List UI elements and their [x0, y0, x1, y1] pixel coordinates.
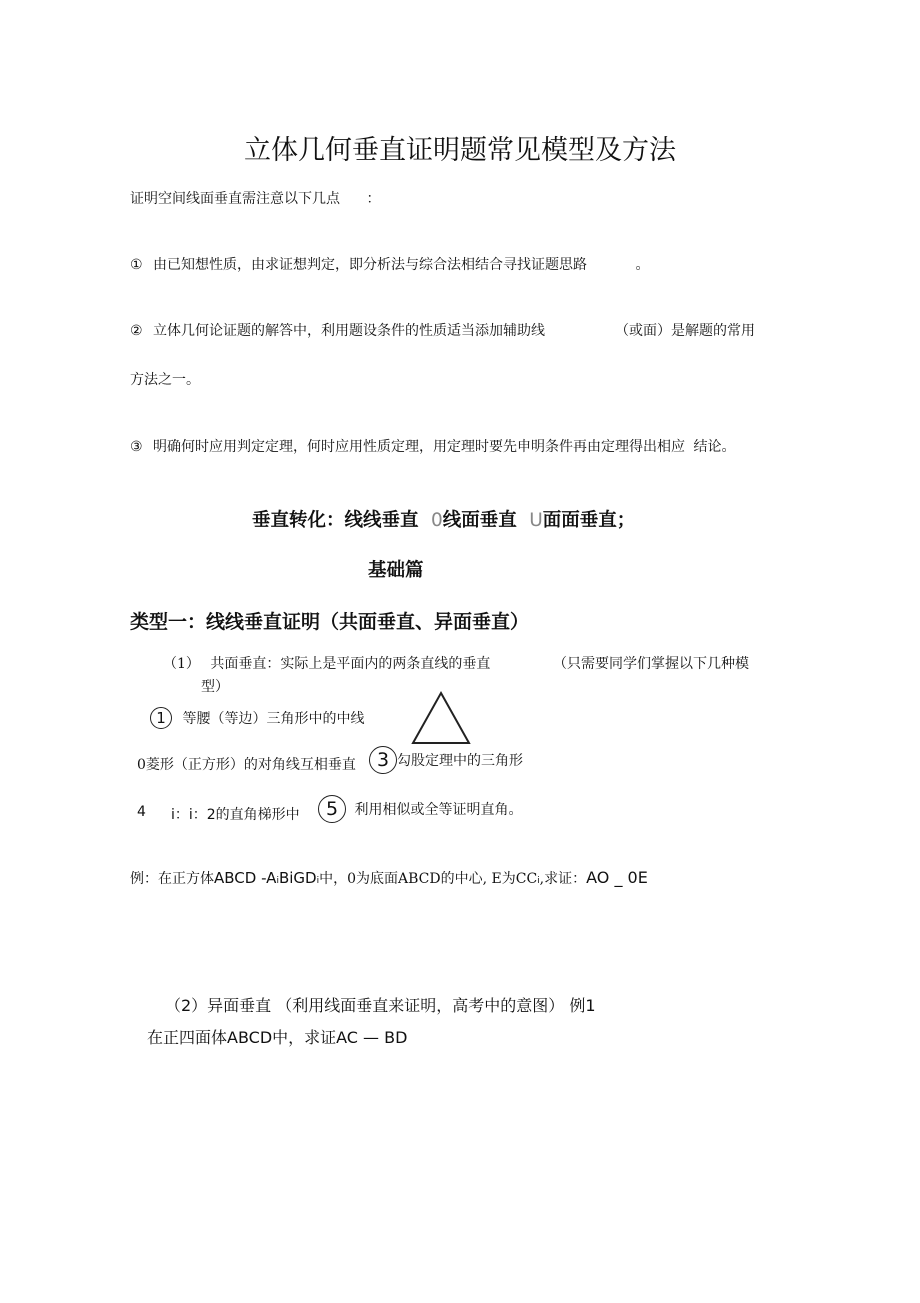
point-1-number: ① — [130, 257, 143, 273]
example-sub-b: i — [316, 876, 320, 886]
point-2 — [130, 320, 545, 340]
point-3-text: 明确何时应用判定定理，何时应用性质定理，用定理时要先申明条件再由定理得出相应 — [153, 439, 686, 455]
sub1-continued: 型） — [201, 679, 229, 695]
point-1-end: 。 — [635, 257, 650, 273]
model-2-text: 0菱形（正方形）的对角线互相垂直 — [137, 757, 356, 773]
example-cube-b2: iGD — [289, 869, 317, 887]
example-goal: AO _ 0E — [586, 868, 648, 887]
point-3-number: ③ — [130, 439, 143, 455]
intro-text: 证明空间线面垂直需注意以下几点 — [130, 191, 340, 207]
intro-colon: ： — [366, 191, 381, 207]
model-5-circled-number: 5 — [318, 795, 346, 823]
example-cube-b: B — [278, 869, 290, 887]
transform-c: 面面垂直； — [542, 510, 636, 531]
example-prove: ,求证： — [539, 871, 587, 887]
model-3-circled-number: 3 — [369, 746, 397, 774]
point-2-number: ② — [130, 323, 143, 339]
example-sub-a: i — [276, 876, 279, 886]
sub1-text: 共面垂直：实际上是平面内的两条直线的垂直 — [210, 656, 491, 672]
page-title: 立体几何垂直证明题常见模型及方法 — [244, 135, 676, 166]
intro-line — [130, 188, 380, 208]
sub2-line-1: （2）异面垂直 （利用线面垂直来证明，高考中的意图） 例1 — [165, 996, 596, 1015]
model-3-text: 勾股定理中的三角形 — [397, 753, 523, 769]
example-sub-c: i — [537, 876, 540, 886]
example-middle: 中，0为底面ABCD的中心, E为CC — [319, 871, 538, 887]
transform-a: 垂直转化：线线垂直 — [252, 510, 419, 531]
example-line — [130, 868, 648, 888]
model-1-circled-number: 1 — [150, 707, 172, 729]
point-3-text-b: 结论。 — [693, 439, 736, 455]
point-1-text: 由已知想性质，由求证想判定，即分析法与综合法相结合寻找证题思路 — [153, 257, 588, 273]
point-2-text-b: （或面）是解题的常用 — [615, 323, 755, 339]
section-basic: 基础篇 — [368, 560, 424, 581]
point-3 — [130, 436, 735, 456]
sub1-text-b: （只需要同学们掌握以下几种模 — [553, 656, 749, 672]
model-5 — [318, 795, 522, 823]
sub2-line-2: 在正四面体ABCD中，求证AC — BD — [147, 1028, 408, 1047]
sub1-number: （1） — [163, 656, 200, 672]
model-2 — [137, 754, 356, 774]
sub1-line — [163, 653, 490, 673]
transform-symbol-2: U — [529, 510, 543, 531]
model-4-number: 4 — [137, 804, 146, 820]
model-5-text: 利用相似或全等证明直角。 — [354, 802, 523, 818]
type-one-heading: 类型一：线线垂直证明（共面垂直、异面垂直） — [130, 611, 530, 633]
model-4-text: i：i：2的直角梯形中 — [171, 807, 300, 823]
point-2-continued: 方法之一。 — [130, 372, 200, 388]
point-2-text: 立体几何论证题的解答中，利用题设条件的性质适当添加辅助线 — [153, 323, 546, 339]
transform-symbol-1: 0 — [430, 510, 443, 531]
point-1 — [130, 254, 649, 274]
transform-heading — [252, 506, 635, 532]
transform-b: 线面垂直 — [442, 510, 517, 531]
triangle-icon — [410, 690, 472, 746]
model-1 — [150, 707, 364, 729]
model-1-text: 等腰（等边）三角形中的中线 — [182, 711, 365, 727]
model-3 — [369, 746, 523, 774]
example-cube-a: ABCD -A — [214, 869, 277, 887]
example-prefix: 例：在正方体 — [130, 871, 214, 887]
